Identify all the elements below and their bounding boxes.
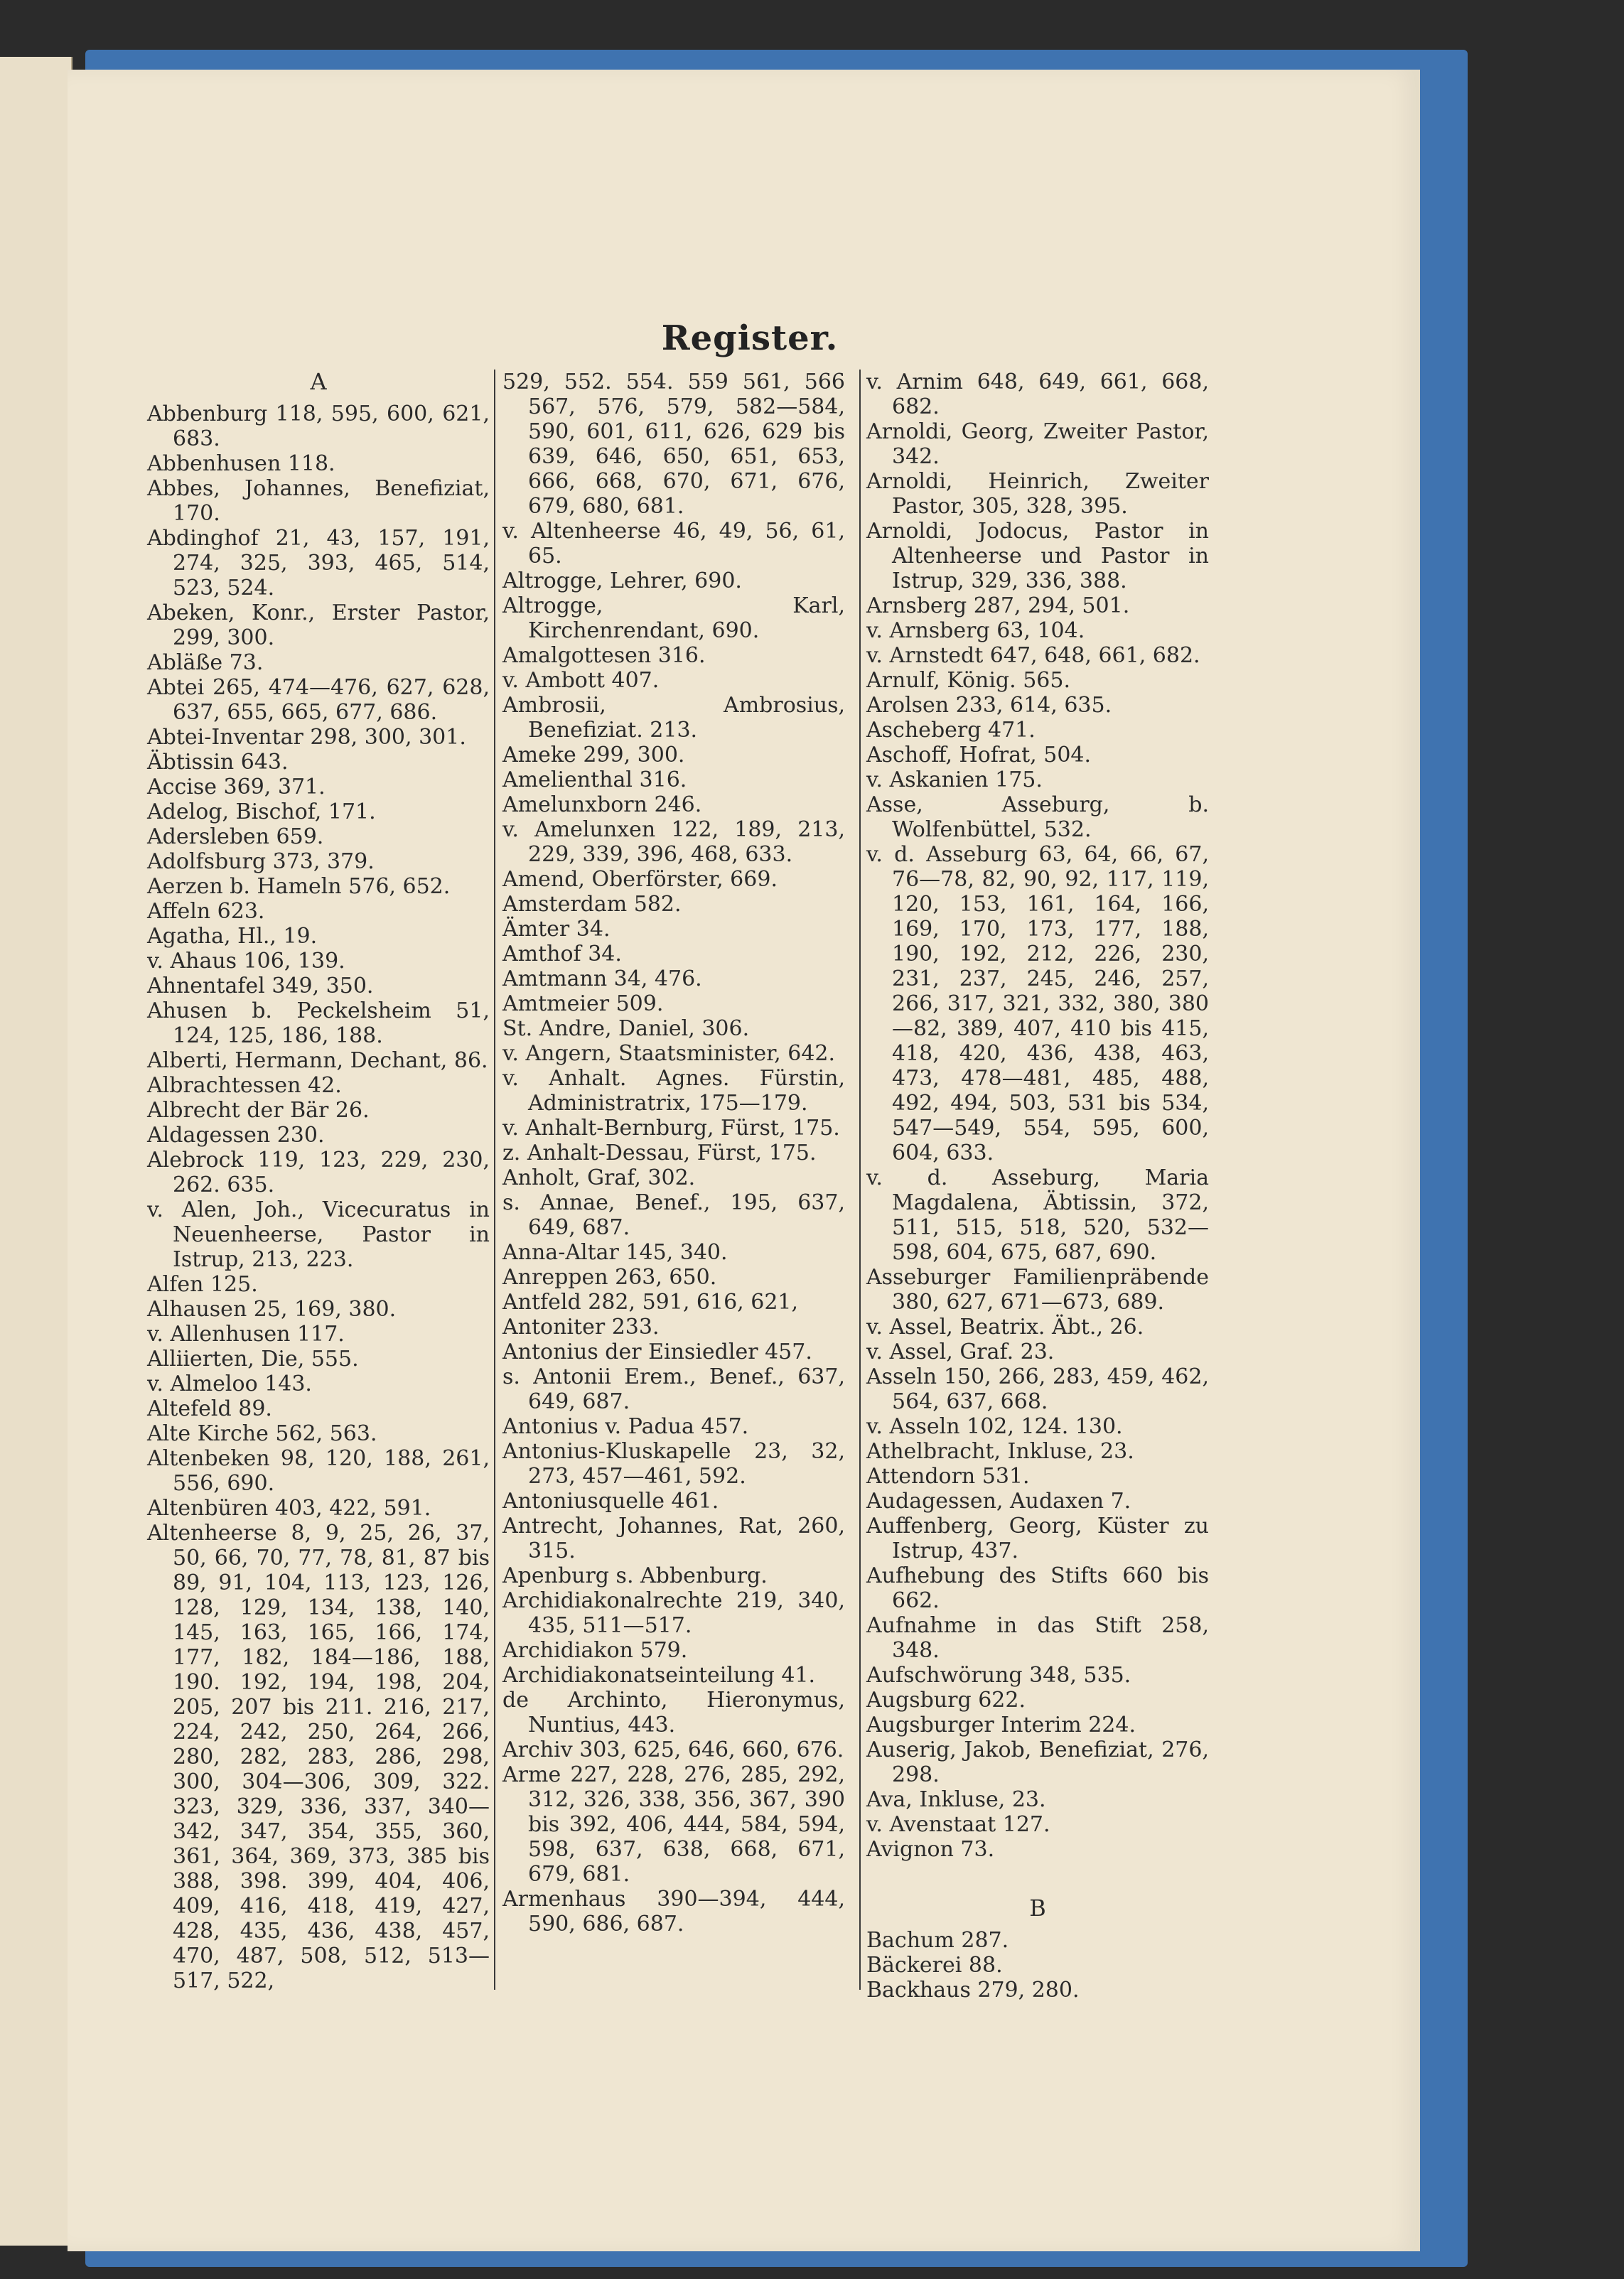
index-entry: Alliierten, Die, 555. xyxy=(147,1347,359,1372)
index-entry: Altrogge, Karl, Kirchenrendant, 690. xyxy=(502,593,845,643)
index-entry: Audagessen, Audaxen 7. xyxy=(866,1489,1131,1514)
index-entry: Agatha, Hl., 19. xyxy=(147,924,318,949)
index-entry: Auserig, Jakob, Benefiziat, 276, 298. xyxy=(866,1737,1209,1787)
index-entry: Bäckerei 88. xyxy=(866,1953,1003,1978)
index-entry: Amtmeier 509. xyxy=(502,991,664,1016)
facing-page-edge xyxy=(0,57,72,2246)
index-entry: Ämter 34. xyxy=(502,917,611,942)
entry-list xyxy=(866,370,1209,1862)
index-entry: Äbtissin 643. xyxy=(147,750,289,775)
index-entry: Archidiakonatseinteilung 41. xyxy=(502,1663,816,1688)
index-entry: Altefeld 89. xyxy=(147,1396,272,1421)
index-entry: v. Assel, Beatrix. Äbt., 26. xyxy=(866,1315,1144,1340)
index-entry: v. Ahaus 106, 139. xyxy=(147,949,345,974)
index-entry: Archiv 303, 625, 646, 660, 676. xyxy=(502,1737,844,1762)
index-entry: Archidiakon 579. xyxy=(502,1638,688,1663)
index-entry: s. Antonii Erem., Benef., 637, 649, 687. xyxy=(502,1364,845,1414)
index-entry: Ameke 299, 300. xyxy=(502,743,685,767)
index-entry: Aufschwörung 348, 535. xyxy=(866,1663,1131,1688)
index-entry: Ahusen b. Peckelsheim 51, 124, 125, 186, 188. xyxy=(147,998,490,1048)
index-entry: Altenbüren 403, 422, 591. xyxy=(147,1496,431,1521)
index-entry: Ambrosii, Ambrosius, Benefiziat. 213. xyxy=(502,693,845,743)
index-entry: Abbenburg 118, 595, 600, 621, 683. xyxy=(147,402,490,451)
entry-list xyxy=(502,370,845,1936)
index-entry: Abtei-Inventar 298, 300, 301. xyxy=(147,725,466,750)
index-entry: Antfeld 282, 591, 616, 621, xyxy=(502,1290,799,1315)
index-entry: Ascheberg 471. xyxy=(866,718,1036,743)
index-entry: Ava, Inkluse, 23. xyxy=(866,1787,1046,1812)
index-entry: Abtei 265, 474—476, 627, 628, 637, 655, 665, 677, 686. xyxy=(147,675,490,725)
index-entry: Albrachtessen 42. xyxy=(147,1073,342,1098)
index-entry: v. Asseln 102, 124. 130. xyxy=(866,1414,1123,1439)
index-entry: Apenburg s. Abbenburg. xyxy=(502,1563,768,1588)
index-entry: Arnoldi, Heinrich, Zweiter Pastor, 305, 328, 395. xyxy=(866,469,1209,519)
index-entry: Asseln 150, 266, 283, 459, 462, 564, 637, 668. xyxy=(866,1364,1209,1414)
index-entry: Antonius v. Padua 457. xyxy=(502,1414,749,1439)
index-entry: Asseburger Familienpräbende 380, 627, 671—673, 689. xyxy=(866,1265,1209,1315)
index-entry: Bachum 287. xyxy=(866,1928,1009,1953)
index-entry: Augsburg 622. xyxy=(866,1688,1026,1713)
index-entry: Anna-Altar 145, 340. xyxy=(502,1240,728,1265)
index-entry: v. Askanien 175. xyxy=(866,767,1043,792)
index-entry: v. Anhalt. Agnes. Fürstin, Administratrix, 175—179. xyxy=(502,1066,845,1116)
index-entry: v. d. Asseburg, Maria Magdalena, Äbtissin, 372, 511, 515, 518, 520, 532—598, 604, 675, 687, 690. xyxy=(866,1165,1209,1265)
index-entry: v. Amelunxen 122, 189, 213, 229, 339, 396, 468, 633. xyxy=(502,817,845,867)
index-entry: Adersleben 659. xyxy=(147,824,324,849)
index-entry: Amend, Oberförster, 669. xyxy=(502,867,778,892)
index-entry: Backhaus 279, 280. xyxy=(866,1978,1080,2003)
index-entry: Alhausen 25, 169, 380. xyxy=(147,1297,397,1322)
index-entry: v. Arnsberg 63, 104. xyxy=(866,618,1085,643)
index-entry: Avignon 73. xyxy=(866,1837,995,1862)
index-entry: Abdinghof 21, 43, 157, 191, 274, 325, 393, 465, 514, 523, 524. xyxy=(147,526,490,600)
index-entry: Alberti, Hermann, Dechant, 86. xyxy=(147,1048,488,1073)
index-entry: Amelunxborn 246. xyxy=(502,792,702,817)
index-entry: Arme 227, 228, 276, 285, 292, 312, 326, 338, 356, 367, 390 bis 392, 406, 444, 584, 594, 598, 637, 638, 668, 671, 679, 681. xyxy=(502,1762,845,1887)
entry-list xyxy=(147,402,490,1993)
index-entry: Antrecht, Johannes, Rat, 260, 315. xyxy=(502,1514,845,1563)
index-entry: Antonius-Kluskapelle 23, 32, 273, 457—461, 592. xyxy=(502,1439,845,1489)
index-entry: Abläße 73. xyxy=(147,650,264,675)
index-entry: v. Alen, Joh., Vicecuratus in Neuenheerse, Pastor in Istrup, 213, 223. xyxy=(147,1197,490,1272)
index-entry: z. Anhalt-Dessau, Fürst, 175. xyxy=(502,1141,817,1165)
index-entry: v. d. Asseburg 63, 64, 66, 67, 76—78, 82, 90, 92, 117, 119, 120, 153, 161, 164, 166, 169, 170, 173, 177, 188, 190, 192, 212, 226, 230, 231, 237, 245, 246, 257, 266, 317, 321, 332, 380, 380—82, 389, 407, 410 bis 415, 418, 420, 436, 438, 463, 473, 478—481, 485, 488, 492, 494, 503, 531 bis 534, 547—549, 554, 595, 600, 604, 633. xyxy=(866,842,1209,1165)
index-entry: Amtmann 34, 476. xyxy=(502,966,702,991)
index-entry: St. Andre, Daniel, 306. xyxy=(502,1016,750,1041)
index-entry: v. Ambott 407. xyxy=(502,668,660,693)
index-entry: Abeken, Konr., Erster Pastor, 299, 300. xyxy=(147,600,490,650)
index-entry: Arnsberg 287, 294, 501. xyxy=(866,593,1130,618)
index-entry: Altenheerse 8, 9, 25, 26, 37, 50, 66, 70, 77, 78, 81, 87 bis 89, 91, 104, 113, 123, 126, 128, 129, 134, 138, 140, 145, 163, 165, 166, 174, 177, 182, 184—186, 188, 190. 192, 194, 198, 204, 205, 207 bis 211. 216, 217, 224, 242, 250, 264, 266, 280, 282, 283, 286, 298, 300, 304—306, 309, 322. 323, 329, 336, 337, 340—342, 347, 354, 355, 360, 361, 364, 369, 373, 385 bis 388, 398. 399, 404, 406, 409, 416, 418, 419, 427, 428, 435, 436, 438, 457, 470, 487, 508, 512, 513—517, 522, xyxy=(147,1521,490,1993)
index-entry: Amelienthal 316. xyxy=(502,767,687,792)
index-entry: Alte Kirche 562, 563. xyxy=(147,1421,377,1446)
index-entry: Albrecht der Bär 26. xyxy=(147,1098,370,1123)
index-entry: Arolsen 233, 614, 635. xyxy=(866,693,1112,718)
index-entry: Altrogge, Lehrer, 690. xyxy=(502,569,742,593)
index-entry: Amalgottesen 316. xyxy=(502,643,706,668)
column-divider xyxy=(494,370,495,1990)
index-entry: Adelog, Bischof, 171. xyxy=(147,799,376,824)
index-entry: Armenhaus 390—394, 444, 590, 686, 687. xyxy=(502,1887,845,1936)
index-entry: v. Allenhusen 117. xyxy=(147,1322,345,1347)
entry-list xyxy=(866,1928,1209,2003)
index-entry: Athelbracht, Inkluse, 23. xyxy=(866,1439,1134,1464)
index-entry: Ahnentafel 349, 350. xyxy=(147,974,374,998)
index-entry: Asse, Asseburg, b. Wolfenbüttel, 532. xyxy=(866,792,1209,842)
page-title: Register. xyxy=(661,318,839,358)
index-entry: Attendorn 531. xyxy=(866,1464,1030,1489)
index-entry: de Archinto, Hieronymus, Nuntius, 443. xyxy=(502,1688,845,1737)
index-entry: v. Anhalt-Bernburg, Fürst, 175. xyxy=(502,1116,840,1141)
index-entry: Aufhebung des Stifts 660 bis 662. xyxy=(866,1563,1209,1613)
index-entry: Anholt, Graf, 302. xyxy=(502,1165,696,1190)
column-divider xyxy=(859,370,861,1990)
index-entry: Arnulf, König. 565. xyxy=(866,668,1071,693)
index-entry: Antonius der Einsiedler 457. xyxy=(502,1340,812,1364)
index-entry: Abbenhusen 118. xyxy=(147,451,335,476)
index-entry: Altenbeken 98, 120, 188, 261, 556, 690. xyxy=(147,1446,490,1496)
index-entry: Antoniter 233. xyxy=(502,1315,660,1340)
index-entry: v. Angern, Staatsminister, 642. xyxy=(502,1041,836,1066)
index-entry: 529, 552. 554. 559 561, 566 567, 576, 579, 582—584, 590, 601, 611, 626, 629 bis 639, 646, 650, 651, 653, 666, 668, 670, 671, 676, 679, 680, 681. xyxy=(502,370,845,519)
index-entry: Archidiakonalrechte 219, 340, 435, 511—517. xyxy=(502,1588,845,1638)
index-entry: Alfen 125. xyxy=(147,1272,258,1297)
index-entry: Antoniusquelle 461. xyxy=(502,1489,719,1514)
index-entry: Amthof 34. xyxy=(502,942,622,966)
index-entry: Arnoldi, Georg, Zweiter Pastor, 342. xyxy=(866,419,1209,469)
index-entry: Aschoff, Hofrat, 504. xyxy=(866,743,1092,767)
index-column-2 xyxy=(502,370,845,1936)
index-entry: v. Arnim 648, 649, 661, 668, 682. xyxy=(866,370,1209,419)
index-entry: Anreppen 263, 650. xyxy=(502,1265,717,1290)
index-entry: v. Almeloo 143. xyxy=(147,1372,312,1396)
index-entry: Augsburger Interim 224. xyxy=(866,1713,1136,1737)
index-entry: Aerzen b. Hameln 576, 652. xyxy=(147,874,451,899)
index-entry: Arnoldi, Jodocus, Pastor in Altenheerse und Pastor in Istrup, 329, 336, 388. xyxy=(866,519,1209,593)
index-entry: s. Annae, Benef., 195, 637, 649, 687. xyxy=(502,1190,845,1240)
index-entry: Accise 369, 371. xyxy=(147,775,326,799)
index-entry: v. Avenstaat 127. xyxy=(866,1812,1050,1837)
index-entry: v. Altenheerse 46, 49, 56, 61, 65. xyxy=(502,519,845,569)
index-entry: Affeln 623. xyxy=(147,899,265,924)
index-entry: v. Arnstedt 647, 648, 661, 682. xyxy=(866,643,1200,668)
index-entry: Alebrock 119, 123, 229, 230, 262. 635. xyxy=(147,1148,490,1197)
index-column-3 xyxy=(866,370,1209,2003)
index-entry: Adolfsburg 373, 379. xyxy=(147,849,375,874)
index-column-1 xyxy=(147,370,490,1993)
index-entry: Auffenberg, Georg, Küster zu Istrup, 437. xyxy=(866,1514,1209,1563)
index-entry: Amsterdam 582. xyxy=(502,892,682,917)
index-entry: Abbes, Johannes, Benefiziat, 170. xyxy=(147,476,490,526)
section-letter-b: B xyxy=(1029,1895,1046,1922)
index-entry: Aufnahme in das Stift 258, 348. xyxy=(866,1613,1209,1663)
index-entry: Aldagessen 230. xyxy=(147,1123,325,1148)
index-entry: v. Assel, Graf. 23. xyxy=(866,1340,1055,1364)
section-letter-a: A xyxy=(310,368,327,395)
